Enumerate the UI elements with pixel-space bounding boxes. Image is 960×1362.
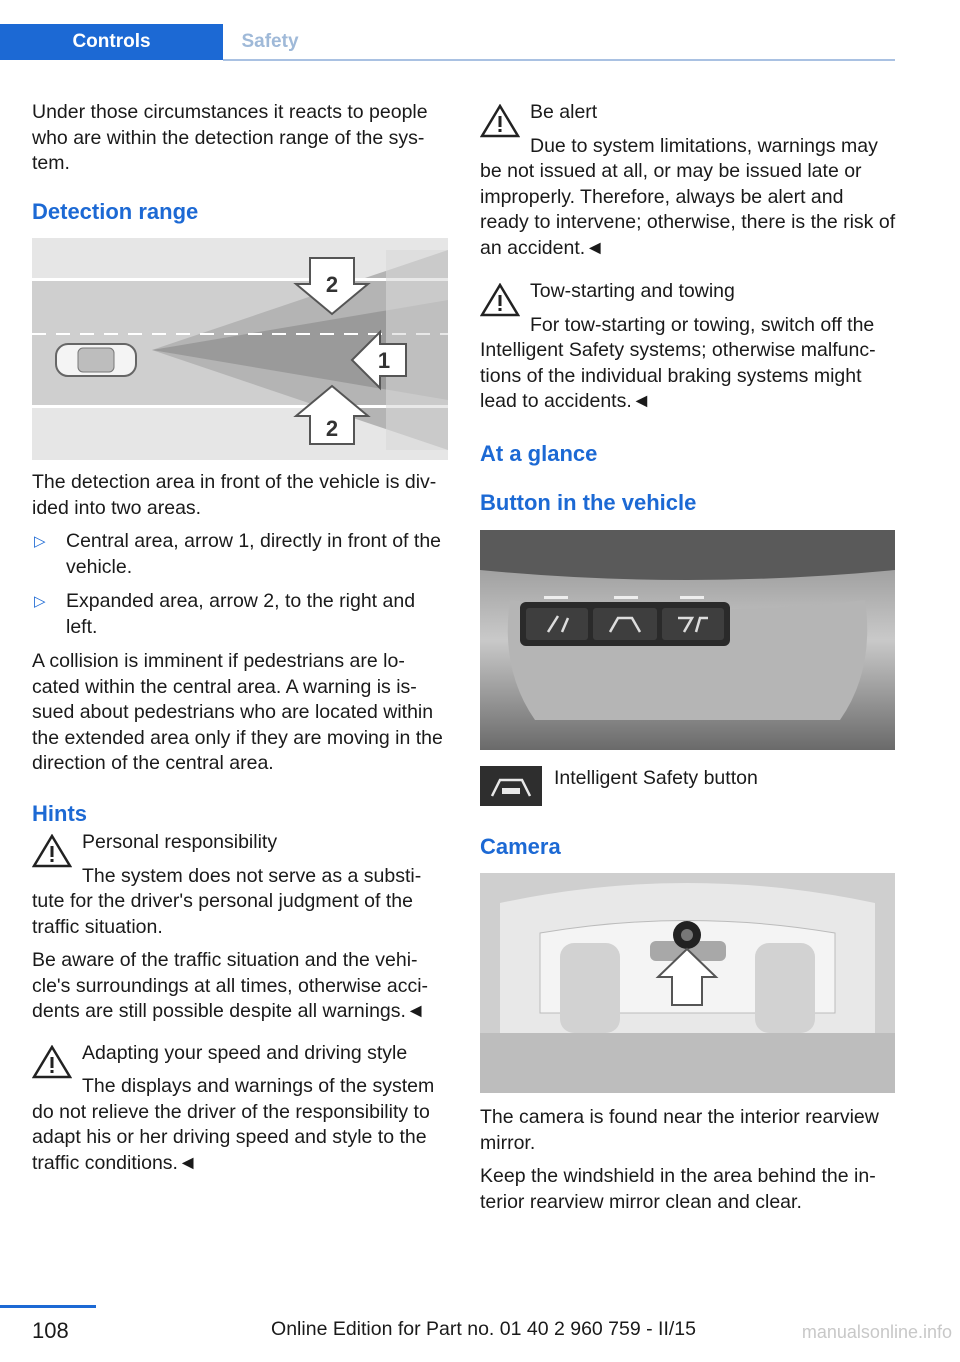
awareness-text: Be aware of the traffic situation and the vehi-cle's surroundings at all times, otherwise acci-dents are still possible despite all warnings.◄ bbox=[32, 949, 429, 1022]
warning-text: Due to system limitations, warnings may be not issued at all, or may be issued late or improperly. Therefore, always be alert and ready to intervene; otherwise, there is the risk of an accident.◄ bbox=[480, 134, 896, 259]
camera-heading: Camera bbox=[480, 833, 561, 859]
warning-speed-style bbox=[32, 1041, 448, 1177]
tab-safety[interactable]: Safety bbox=[241, 31, 299, 52]
warning-triangle-icon bbox=[480, 283, 520, 317]
warning-text: The system does not serve as a substi-tute for the driver's personal judgment of the traffic situation. bbox=[32, 864, 422, 938]
bullet-marker-icon: ▷ bbox=[34, 593, 46, 610]
warning-personal-responsibility bbox=[32, 830, 448, 940]
bullet-marker-icon: ▷ bbox=[34, 533, 46, 550]
left-column bbox=[32, 100, 448, 1184]
right-column bbox=[480, 100, 896, 1223]
at-a-glance-heading: At a glance bbox=[480, 440, 598, 466]
camera-figure bbox=[480, 873, 895, 1093]
detection-range-heading: Detection range bbox=[32, 198, 199, 224]
warning-towing bbox=[480, 279, 896, 415]
warning-title: Adapting your speed and driving style bbox=[82, 1041, 408, 1064]
detection-range-figure bbox=[32, 238, 448, 460]
car-icon bbox=[56, 344, 136, 376]
list-item: ▷ Expanded area, arrow 2, to the right and left. bbox=[34, 590, 416, 638]
warning-title: Tow-starting and towing bbox=[530, 280, 735, 302]
tab-controls[interactable]: Controls bbox=[0, 24, 223, 60]
intelligent-safety-button-label: Intelligent Safety button bbox=[554, 766, 758, 789]
camera-text-2: Keep the windshield in the area behind the in-terior rearview mirror clean and clear. bbox=[480, 1165, 876, 1213]
chapter-tabs bbox=[0, 24, 895, 62]
warning-triangle-icon bbox=[32, 834, 72, 868]
intelligent-safety-button-row bbox=[480, 766, 896, 812]
button-panel-figure bbox=[480, 530, 895, 750]
figure-label-1: 1 bbox=[377, 348, 391, 373]
collision-text: A collision is imminent if pedestrians are lo-cated within the central area. A warning is is-sued about pedestrians who are located within the extended area only if they are moving in the direction of the central area. bbox=[32, 650, 443, 774]
intelligent-safety-button-icon[interactable] bbox=[480, 766, 542, 806]
detection-bullets bbox=[32, 529, 448, 640]
tab-underline bbox=[223, 59, 895, 61]
footer-accent-line bbox=[0, 1305, 96, 1308]
page-number: 108 bbox=[32, 1318, 69, 1343]
list-item: ▷ Central area, arrow 1, directly in front of the vehicle. bbox=[34, 530, 442, 578]
button-in-vehicle-heading: Button in the vehicle bbox=[480, 490, 697, 515]
warning-title: Personal responsibility bbox=[82, 831, 278, 853]
figure-label-2-bottom: 2 bbox=[325, 416, 339, 441]
hints-heading: Hints bbox=[32, 800, 87, 826]
warning-text: For tow-starting or towing, switch off the Intelligent Safety systems; otherwise malfunc-tions of the individual braking systems might lead to accidents.◄ bbox=[480, 313, 876, 412]
warning-triangle-icon bbox=[480, 104, 520, 138]
detection-text: The detection area in front of the vehicle is div-ided into two areas. bbox=[32, 471, 437, 519]
watermark-text: manualsonline.info bbox=[801, 1322, 952, 1342]
edition-text: Online Edition for Part no. 01 40 2 960 759 - II/15 bbox=[271, 1318, 696, 1340]
figure-label-2-top: 2 bbox=[325, 272, 339, 297]
warning-title: Be alert bbox=[530, 101, 598, 123]
intro-paragraph: Under those circumstances it reacts to people who are within the detection range of the sys-tem. bbox=[32, 101, 428, 174]
warning-triangle-icon bbox=[32, 1045, 72, 1079]
camera-text-1: The camera is found near the interior rearview mirror. bbox=[480, 1106, 879, 1154]
warning-be-alert bbox=[480, 100, 896, 261]
warning-text: The displays and warnings of the system do not relieve the driver of the responsibility to adapt his or her driving speed and style to the traffic conditions.◄ bbox=[32, 1075, 435, 1174]
